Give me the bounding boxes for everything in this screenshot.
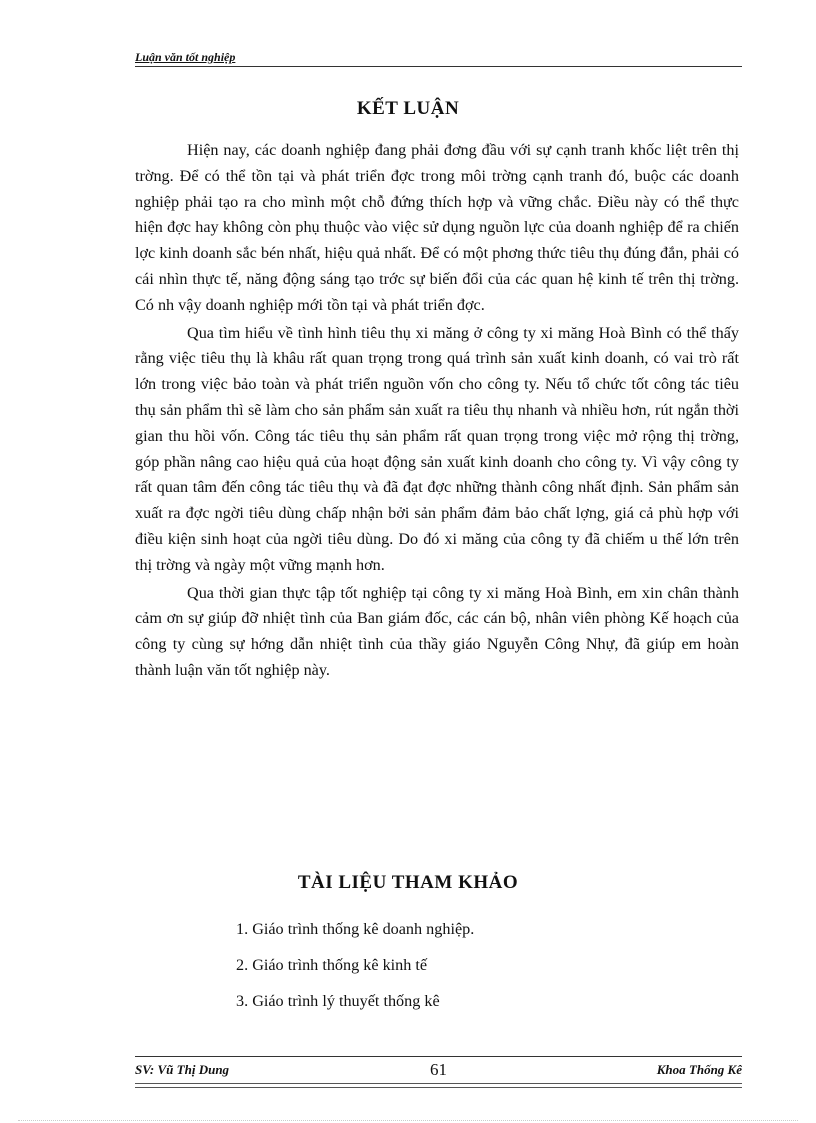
conclusion-paragraph: Qua tìm hiểu về tình hình tiêu thụ xi măng ở công ty xi măng Hoà Bình có thể thấy rằng việc tiêu thụ là khâu rất quan trọng trong quá trình sản xuất kinh doanh, có vai trò rất lớn trong việc bảo toàn và phát triển nguồn vốn cho công ty. Nếu tổ chức tốt công tác tiêu thụ sản phẩm thì sẽ làm cho sản phẩm sản xuất ra tiêu thụ nhanh và nhiều hơn, rút ngắn thời gian thu hồi vốn. Công tác tiêu thụ sản phẩm rất quan trọng trong việc mở rộng thị trờng, góp phần nâng cao hiệu quả của hoạt động sản xuất kinh doanh cho công ty. Vì vậy công ty rất quan tâm đến công tác tiêu thụ và đã đạt đợc những thành công nhất định. Sản phẩm sản xuất ra đợc ngời tiêu dùng chấp nhận bởi sản phẩm đảm bảo chất lợng, giá cả phù hợp với điều kiện sinh hoạt của ngời tiêu dùng. Do đó xi măng của công ty đã chiếm u thế lớn trên thị trờng và ngày một vững mạnh hơn.	[135, 323, 739, 574]
reference-item: 2. Giáo trình thống kê kinh tế	[236, 956, 428, 974]
reference-item: 3. Giáo trình lý thuyết thống kê	[236, 992, 440, 1010]
footer-department: Khoa Thống Kê	[656, 1062, 742, 1077]
footer-rule	[135, 1083, 742, 1088]
reference-item: 1. Giáo trình thống kê doanh nghiệp.	[236, 920, 475, 938]
footer-author: SV: Vũ Thị Dung	[135, 1062, 230, 1077]
conclusion-paragraph: Hiện nay, các doanh nghiệp đang phải đơng đầu với sự cạnh tranh khốc liệt trên thị trờng. Để có thể tồn tại và phát triển đợc trong môi trờng cạnh tranh đó, buộc các doanh nghiệp phải tạo ra cho mình một chỗ đứng thích hợp và vững chắc. Điều này có thể thực hiện đợc hay không còn phụ thuộc vào việc sử dụng nguồn lực của doanh nghiệp để ra chiến lợc kinh doanh sắc bén nhất, hiệu quả nhất. Để có một phơng thức tiêu thụ đúng đắn, phải có cái nhìn thực tế, năng động sáng tạo trớc sự biến đổi của các quan hệ kinh tế trên thị trờng. Có nh vậy doanh nghiệp mới tồn tại và phát triển đợc.	[135, 141, 739, 314]
page-edge-divider	[18, 1120, 798, 1121]
conclusion-paragraph: Qua thời gian thực tập tốt nghiệp tại công ty xi măng Hoà Bình, em xin chân thành cảm ơn sự giúp đỡ nhiệt tình của Ban giám đốc, các cán bộ, nhân viên phòng Kế hoạch của công ty cùng sự hớng dẫn nhiệt tình của thầy giáo Nguyễn Công Nhự, đã giúp em hoàn thành luận văn tốt nghiệp này.	[135, 583, 739, 679]
page-number: 61	[430, 1060, 447, 1079]
conclusion-body	[135, 138, 739, 686]
page-header	[135, 50, 742, 67]
references-list	[236, 918, 474, 1026]
header-title: Luận văn tốt nghiệp	[135, 50, 236, 64]
references-title: TÀI LIỆU THAM KHẢO	[297, 872, 519, 893]
conclusion-title: KẾT LUẬN	[356, 98, 460, 119]
page-footer	[135, 1056, 742, 1083]
